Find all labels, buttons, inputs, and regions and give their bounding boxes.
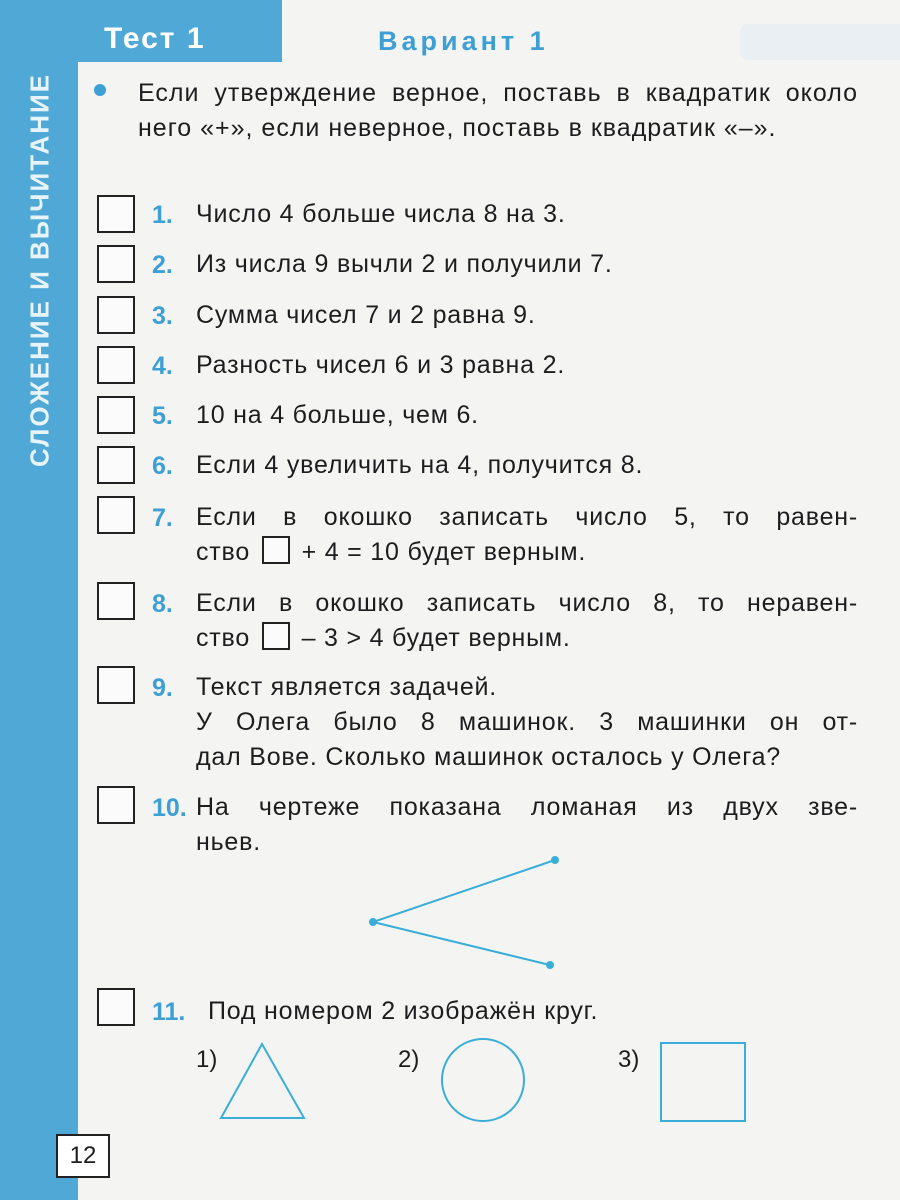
- shape-label: 3): [618, 1046, 640, 1073]
- item-number: 11.: [152, 998, 186, 1026]
- instructions: Если утверждение верное, поставь в квадратик около него «+», если неверное, поставь в квадратик «–».: [138, 79, 858, 142]
- item-number: 5.: [152, 402, 173, 430]
- item-text-prefix: ство: [196, 538, 251, 566]
- item-text: Из числа 9 вычли 2 и получили 7.: [196, 250, 613, 278]
- item-number: 6.: [152, 452, 173, 480]
- item-text-suffix: – 3 > 4 будет верным.: [301, 624, 571, 652]
- item-number: 2.: [152, 251, 173, 279]
- variant-title: Вариант 1: [378, 26, 549, 56]
- answer-box[interactable]: [97, 988, 135, 1026]
- item-text: Разность чисел 6 и 3 равна 2.: [196, 351, 566, 379]
- triangle-shape: [218, 1042, 308, 1122]
- item-number: 4.: [152, 352, 173, 380]
- item-number: 9.: [152, 674, 173, 702]
- item-text-line-1: Если в окошко записать число 5, то равен-: [196, 503, 858, 531]
- item-text-line-1: Текст является задачей.: [196, 673, 498, 701]
- item-text-line-2: У Олега было 8 машинок. 3 машинки он от-: [196, 708, 858, 736]
- circle-shape: [440, 1036, 530, 1126]
- shape-label: 2): [398, 1046, 420, 1073]
- item-number: 7.: [152, 504, 173, 532]
- item-number: 8.: [152, 590, 173, 618]
- test-title: Тест 1: [104, 22, 206, 55]
- item-number: 10.: [152, 794, 187, 822]
- item-text-line-1: На чертеже показана ломаная из двух зве-: [196, 793, 858, 821]
- item-text-line-1: Если в окошко записать число 8, то неравен-: [196, 589, 858, 617]
- item-number: 3.: [152, 302, 173, 330]
- item-text: Под номером 2 изображён круг.: [208, 997, 599, 1025]
- section-title: СЛОЖЕНИЕ И ВЫЧИТАНИЕ: [24, 72, 55, 468]
- item-text-prefix: ство: [196, 624, 251, 652]
- item-text: Число 4 больше числа 8 на 3.: [196, 200, 566, 228]
- item-text: Сумма чисел 7 и 2 равна 9.: [196, 301, 536, 329]
- item-text-line-3: дал Вове. Сколько машинок осталось у Олега?: [196, 743, 782, 771]
- page-number: 12: [56, 1134, 110, 1178]
- item-text-suffix: + 4 = 10 будет верным.: [301, 538, 587, 566]
- item-text-line-2: ньев.: [196, 828, 261, 856]
- item-number: 1.: [152, 201, 173, 229]
- shape-label: 1): [196, 1046, 218, 1073]
- item-text: Если 4 увеличить на 4, получится 8.: [196, 451, 644, 479]
- item-text: 10 на 4 больше, чем 6.: [196, 401, 479, 429]
- square-shape: [660, 1042, 750, 1124]
